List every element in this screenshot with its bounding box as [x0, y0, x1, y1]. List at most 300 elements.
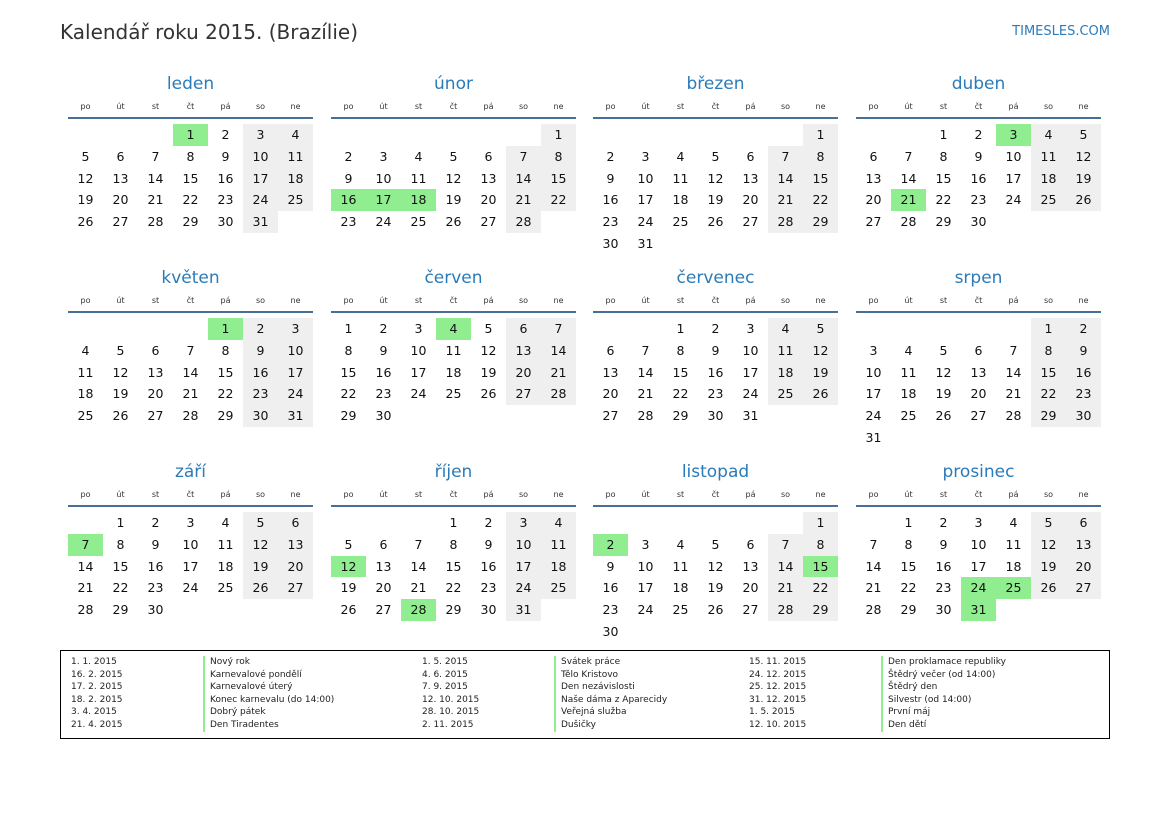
- empty-cell: [663, 124, 698, 146]
- holiday-marker: [554, 681, 556, 694]
- day-cell: 14: [506, 168, 541, 190]
- day-cell: 6: [869, 148, 878, 164]
- holiday-date: 21. 4. 2015: [71, 719, 123, 730]
- day-cell: 19: [935, 386, 952, 402]
- holiday-date: 1. 5. 2015: [749, 707, 795, 718]
- day-cell: 18: [672, 192, 689, 208]
- weekday-label: út: [116, 296, 125, 305]
- day-cell: 17: [1005, 170, 1022, 186]
- day-grid: [331, 512, 576, 621]
- day-cell: 27: [112, 214, 129, 230]
- holiday-date: 15. 11. 2015: [749, 657, 807, 667]
- weekday-header: [593, 291, 838, 310]
- month-prosinec: [856, 461, 1101, 621]
- day-cell: 17: [182, 558, 199, 574]
- day-cell: 8: [904, 536, 913, 552]
- day-cell: 29: [112, 602, 129, 618]
- day-cell: 10: [182, 536, 199, 552]
- weekday-label: po: [343, 490, 354, 499]
- day-cell: 14: [900, 170, 917, 186]
- weekday-header: [856, 485, 1101, 504]
- empty-cell: [698, 124, 733, 146]
- weekday-header: [593, 485, 838, 504]
- day-cell: 11: [278, 146, 313, 168]
- day-cell: 20: [742, 192, 759, 208]
- month-srpen: [856, 267, 1101, 449]
- day-cell: 3: [869, 342, 878, 358]
- day-cell: 10: [1005, 148, 1022, 164]
- day-cell: 30: [602, 235, 619, 251]
- day-cell: 9: [484, 536, 493, 552]
- holiday-day-cell: 18: [401, 189, 436, 211]
- weekday-label: po: [343, 102, 354, 111]
- holiday-name: Den dětí: [888, 719, 927, 730]
- day-cell: 5: [116, 342, 125, 358]
- day-cell: 22: [445, 580, 462, 596]
- month-name: listopad: [681, 462, 750, 482]
- empty-cell: [331, 124, 366, 146]
- weekday-label: pá: [483, 296, 494, 305]
- day-cell: 14: [1005, 364, 1022, 380]
- weekday-label: pá: [220, 296, 231, 305]
- weekday-header: [68, 291, 313, 310]
- day-cell: 21: [768, 577, 803, 599]
- day-cell: 8: [344, 342, 353, 358]
- day-cell: 15: [217, 364, 234, 380]
- legend-row: [412, 681, 667, 694]
- day-cell: 16: [217, 170, 234, 186]
- empty-cell: [138, 124, 173, 146]
- day-cell: 27: [1066, 577, 1101, 599]
- day-cell: 5: [803, 318, 838, 340]
- day-cell: 6: [484, 148, 493, 164]
- holiday-name: Dobrý pátek: [210, 707, 266, 718]
- weekday-label: út: [379, 296, 388, 305]
- day-cell: 23: [602, 214, 619, 230]
- day-cell: 1: [676, 321, 685, 336]
- day-cell: 5: [1031, 512, 1066, 534]
- weekday-header: [331, 97, 576, 116]
- day-cell: 18: [77, 386, 94, 402]
- weekday-label: st: [414, 296, 423, 305]
- day-cell: 31: [278, 405, 313, 427]
- weekday-label: út: [641, 296, 650, 305]
- day-cell: 5: [81, 148, 90, 164]
- month-name: říjen: [434, 462, 473, 482]
- holiday-name: Karnevalové úterý: [210, 682, 293, 693]
- legend-row: [739, 656, 1006, 669]
- day-cell: 24: [243, 189, 278, 211]
- weekday-label: út: [904, 490, 913, 499]
- day-cell: 9: [221, 148, 230, 164]
- empty-cell: [593, 124, 628, 146]
- month-divider: [856, 505, 1101, 507]
- day-cell: 15: [900, 558, 917, 574]
- day-cell: 2: [344, 148, 353, 164]
- holiday-name: Veřejná služba: [561, 707, 627, 718]
- day-cell: 14: [541, 340, 576, 362]
- weekday-label: st: [676, 490, 685, 499]
- day-cell: 19: [707, 580, 724, 596]
- weekday-label: po: [343, 296, 354, 305]
- day-cell: 20: [112, 192, 129, 208]
- day-cell: 10: [506, 534, 541, 556]
- day-cell: 19: [480, 364, 497, 380]
- holiday-day-cell: 21: [891, 189, 926, 211]
- day-cell: 6: [974, 342, 983, 358]
- day-cell: 6: [116, 148, 125, 164]
- day-cell: 29: [900, 602, 917, 618]
- day-cell: 23: [217, 192, 234, 208]
- day-cell: 10: [742, 342, 759, 358]
- day-cell: 20: [1066, 556, 1101, 578]
- month-září: [68, 461, 313, 621]
- day-cell: 12: [707, 558, 724, 574]
- day-cell: 25: [77, 408, 94, 424]
- empty-cell: [663, 512, 698, 534]
- day-cell: 26: [243, 577, 278, 599]
- holiday-marker: [881, 706, 883, 719]
- day-cell: 9: [379, 342, 388, 358]
- legend-row: [739, 681, 1006, 694]
- day-cell: 11: [1005, 536, 1022, 552]
- day-cell: 21: [410, 580, 427, 596]
- day-cell: 2: [974, 127, 983, 142]
- day-cell: 16: [147, 558, 164, 574]
- day-cell: 28: [637, 408, 654, 424]
- weekday-label: st: [151, 490, 160, 499]
- day-cell: 18: [900, 386, 917, 402]
- day-cell: 1: [803, 124, 838, 146]
- weekday-label: po: [868, 296, 879, 305]
- day-cell: 23: [970, 192, 987, 208]
- day-cell: 2: [243, 318, 278, 340]
- weekday-label: st: [151, 102, 160, 111]
- day-cell: 2: [221, 127, 230, 142]
- day-cell: 11: [900, 364, 917, 380]
- month-name: únor: [434, 74, 473, 94]
- day-cell: 8: [803, 534, 838, 556]
- weekday-label: pá: [220, 102, 231, 111]
- day-cell: 17: [637, 192, 654, 208]
- day-cell: 1: [449, 515, 458, 530]
- day-cell: 28: [768, 599, 803, 621]
- day-cell: 22: [112, 580, 129, 596]
- weekday-label: út: [904, 296, 913, 305]
- day-cell: 26: [803, 383, 838, 405]
- day-cell: 10: [970, 536, 987, 552]
- weekday-label: so: [518, 296, 529, 305]
- day-cell: 28: [182, 408, 199, 424]
- day-cell: 20: [742, 580, 759, 596]
- weekday-label: st: [939, 490, 948, 499]
- day-cell: 7: [506, 146, 541, 168]
- day-grid: [593, 512, 838, 643]
- holiday-marker: [203, 681, 205, 694]
- month-divider: [331, 117, 576, 119]
- empty-cell: [768, 124, 803, 146]
- weekday-label: út: [116, 490, 125, 499]
- day-cell: 21: [865, 580, 882, 596]
- empty-cell: [436, 124, 471, 146]
- month-name: březen: [686, 74, 745, 94]
- day-cell: 23: [1066, 383, 1101, 405]
- day-cell: 30: [707, 408, 724, 424]
- day-cell: 14: [182, 364, 199, 380]
- day-cell: 24: [410, 386, 427, 402]
- day-cell: 12: [1031, 534, 1066, 556]
- day-cell: 14: [768, 556, 803, 578]
- empty-cell: [366, 512, 401, 534]
- legend-row: [739, 669, 1006, 682]
- day-cell: 3: [243, 124, 278, 146]
- day-cell: 26: [445, 214, 462, 230]
- holiday-marker: [203, 669, 205, 682]
- empty-cell: [506, 124, 541, 146]
- day-cell: 16: [602, 580, 619, 596]
- day-cell: 20: [970, 386, 987, 402]
- day-cell: 11: [541, 534, 576, 556]
- holiday-day-cell: 16: [331, 189, 366, 211]
- holiday-day-cell: 7: [68, 534, 103, 556]
- day-cell: 29: [672, 408, 689, 424]
- empty-cell: [593, 318, 628, 340]
- day-cell: 18: [672, 580, 689, 596]
- holiday-date: 16. 2. 2015: [71, 669, 123, 680]
- weekday-label: ne: [290, 296, 301, 305]
- legend-row: [61, 681, 334, 694]
- day-cell: 27: [865, 214, 882, 230]
- empty-cell: [768, 512, 803, 534]
- holiday-marker: [554, 719, 556, 732]
- day-cell: 10: [375, 170, 392, 186]
- day-cell: 24: [506, 577, 541, 599]
- day-cell: 3: [278, 318, 313, 340]
- weekday-label: pá: [483, 102, 494, 111]
- day-cell: 22: [182, 192, 199, 208]
- day-grid: [68, 512, 313, 621]
- day-cell: 27: [742, 214, 759, 230]
- day-cell: 11: [217, 536, 234, 552]
- empty-cell: [891, 124, 926, 146]
- day-cell: 7: [869, 536, 878, 552]
- site-link[interactable]: TIMESLES.COM: [1012, 24, 1110, 39]
- month-březen: [593, 73, 838, 255]
- legend-row: [61, 694, 334, 707]
- day-cell: 30: [243, 405, 278, 427]
- day-cell: 3: [414, 321, 423, 336]
- day-cell: 25: [768, 383, 803, 405]
- day-cell: 27: [480, 214, 497, 230]
- day-cell: 10: [410, 342, 427, 358]
- day-cell: 10: [865, 364, 882, 380]
- day-cell: 8: [541, 146, 576, 168]
- day-cell: 4: [676, 536, 685, 552]
- day-cell: 26: [112, 408, 129, 424]
- day-cell: 28: [900, 214, 917, 230]
- month-červenec: [593, 267, 838, 427]
- day-cell: 16: [375, 364, 392, 380]
- holiday-date: 2. 11. 2015: [422, 719, 474, 730]
- day-cell: 25: [1031, 189, 1066, 211]
- day-cell: 26: [480, 386, 497, 402]
- month-name: srpen: [954, 268, 1003, 288]
- day-cell: 23: [243, 383, 278, 405]
- day-cell: 23: [935, 580, 952, 596]
- day-cell: 29: [445, 602, 462, 618]
- empty-cell: [401, 512, 436, 534]
- holiday-day-cell: 2: [593, 534, 628, 556]
- day-cell: 30: [970, 214, 987, 230]
- weekday-label: ne: [815, 102, 826, 111]
- holiday-day-cell: 25: [996, 577, 1031, 599]
- day-cell: 4: [1031, 124, 1066, 146]
- day-cell: 5: [711, 148, 720, 164]
- day-cell: 4: [676, 148, 685, 164]
- day-cell: 22: [541, 189, 576, 211]
- day-cell: 18: [278, 168, 313, 190]
- day-grid: [593, 124, 838, 255]
- empty-cell: [68, 318, 103, 340]
- day-cell: 17: [243, 168, 278, 190]
- day-cell: 1: [116, 515, 125, 530]
- day-cell: 29: [1031, 405, 1066, 427]
- day-cell: 5: [1066, 124, 1101, 146]
- day-cell: 13: [147, 364, 164, 380]
- day-cell: 6: [746, 536, 755, 552]
- weekday-label: út: [641, 102, 650, 111]
- day-cell: 9: [606, 170, 615, 186]
- day-cell: 8: [803, 146, 838, 168]
- day-cell: 9: [151, 536, 160, 552]
- day-cell: 22: [935, 192, 952, 208]
- weekday-label: st: [414, 490, 423, 499]
- day-cell: 4: [81, 342, 90, 358]
- holiday-marker: [203, 656, 205, 669]
- day-cell: 31: [865, 429, 882, 445]
- holiday-name: Naše dáma z Aparecidy: [561, 694, 668, 705]
- day-cell: 13: [742, 170, 759, 186]
- empty-cell: [401, 124, 436, 146]
- empty-cell: [173, 318, 208, 340]
- day-cell: 1: [541, 124, 576, 146]
- empty-cell: [68, 124, 103, 146]
- day-cell: 7: [541, 318, 576, 340]
- weekday-label: út: [379, 102, 388, 111]
- day-cell: 17: [506, 556, 541, 578]
- empty-cell: [103, 124, 138, 146]
- day-cell: 9: [344, 170, 353, 186]
- month-divider: [593, 505, 838, 507]
- day-cell: 22: [900, 580, 917, 596]
- day-cell: 11: [672, 558, 689, 574]
- day-cell: 28: [541, 383, 576, 405]
- day-cell: 7: [768, 146, 803, 168]
- day-cell: 15: [112, 558, 129, 574]
- weekday-label: ne: [290, 102, 301, 111]
- day-grid: [593, 318, 838, 427]
- day-cell: 6: [151, 342, 160, 358]
- empty-cell: [68, 512, 103, 534]
- day-cell: 2: [379, 321, 388, 336]
- day-cell: 15: [1031, 362, 1066, 384]
- weekday-label: po: [868, 102, 879, 111]
- day-cell: 11: [672, 170, 689, 186]
- empty-cell: [471, 124, 506, 146]
- day-cell: 12: [77, 170, 94, 186]
- page-title: Kalendář roku 2015. (Brazílie): [60, 20, 358, 44]
- day-cell: 8: [676, 342, 685, 358]
- day-cell: 11: [410, 170, 427, 186]
- day-cell: 16: [970, 170, 987, 186]
- day-cell: 26: [707, 602, 724, 618]
- day-cell: 23: [147, 580, 164, 596]
- day-cell: 22: [340, 386, 357, 402]
- day-cell: 8: [939, 148, 948, 164]
- day-cell: 21: [506, 189, 541, 211]
- day-cell: 19: [243, 556, 278, 578]
- day-cell: 4: [904, 342, 913, 358]
- holiday-marker: [554, 706, 556, 719]
- holiday-marker: [554, 656, 556, 669]
- weekday-label: po: [605, 102, 616, 111]
- day-cell: 17: [865, 386, 882, 402]
- weekday-label: čt: [186, 490, 195, 499]
- holiday-marker: [881, 694, 883, 707]
- holiday-date: 25. 12. 2015: [749, 682, 807, 693]
- day-cell: 8: [186, 148, 195, 164]
- empty-cell: [891, 318, 926, 340]
- legend-column: [412, 656, 667, 732]
- empty-cell: [926, 318, 961, 340]
- holiday-date: 18. 2. 2015: [71, 694, 123, 705]
- day-cell: 9: [974, 148, 983, 164]
- holiday-name: Den nezávislosti: [561, 682, 635, 693]
- weekday-header: [856, 291, 1101, 310]
- empty-cell: [366, 124, 401, 146]
- month-květen: [68, 267, 313, 427]
- month-divider: [593, 117, 838, 119]
- holiday-name: Štědrý den: [888, 682, 938, 693]
- day-cell: 24: [637, 214, 654, 230]
- day-cell: 12: [935, 364, 952, 380]
- month-duben: [856, 73, 1101, 233]
- holiday-marker: [881, 719, 883, 732]
- weekday-label: st: [414, 102, 423, 111]
- holiday-date: 24. 12. 2015: [749, 669, 807, 680]
- holiday-legend: [60, 650, 1110, 739]
- weekday-header: [331, 291, 576, 310]
- day-cell: 28: [865, 602, 882, 618]
- holiday-marker: [554, 694, 556, 707]
- weekday-label: čt: [711, 296, 720, 305]
- weekday-label: po: [605, 296, 616, 305]
- holiday-date: 31. 12. 2015: [749, 694, 807, 705]
- day-cell: 20: [480, 192, 497, 208]
- holiday-marker: [203, 719, 205, 732]
- day-cell: 3: [506, 512, 541, 534]
- weekday-label: po: [80, 296, 91, 305]
- holiday-name: Konec karnevalu (do 14:00): [210, 694, 335, 705]
- month-divider: [856, 311, 1101, 313]
- day-cell: 3: [974, 515, 983, 530]
- legend-row: [739, 719, 1006, 732]
- weekday-header: [331, 485, 576, 504]
- legend-row: [412, 656, 667, 669]
- day-cell: 13: [970, 364, 987, 380]
- weekday-label: ne: [815, 490, 826, 499]
- day-cell: 7: [768, 534, 803, 556]
